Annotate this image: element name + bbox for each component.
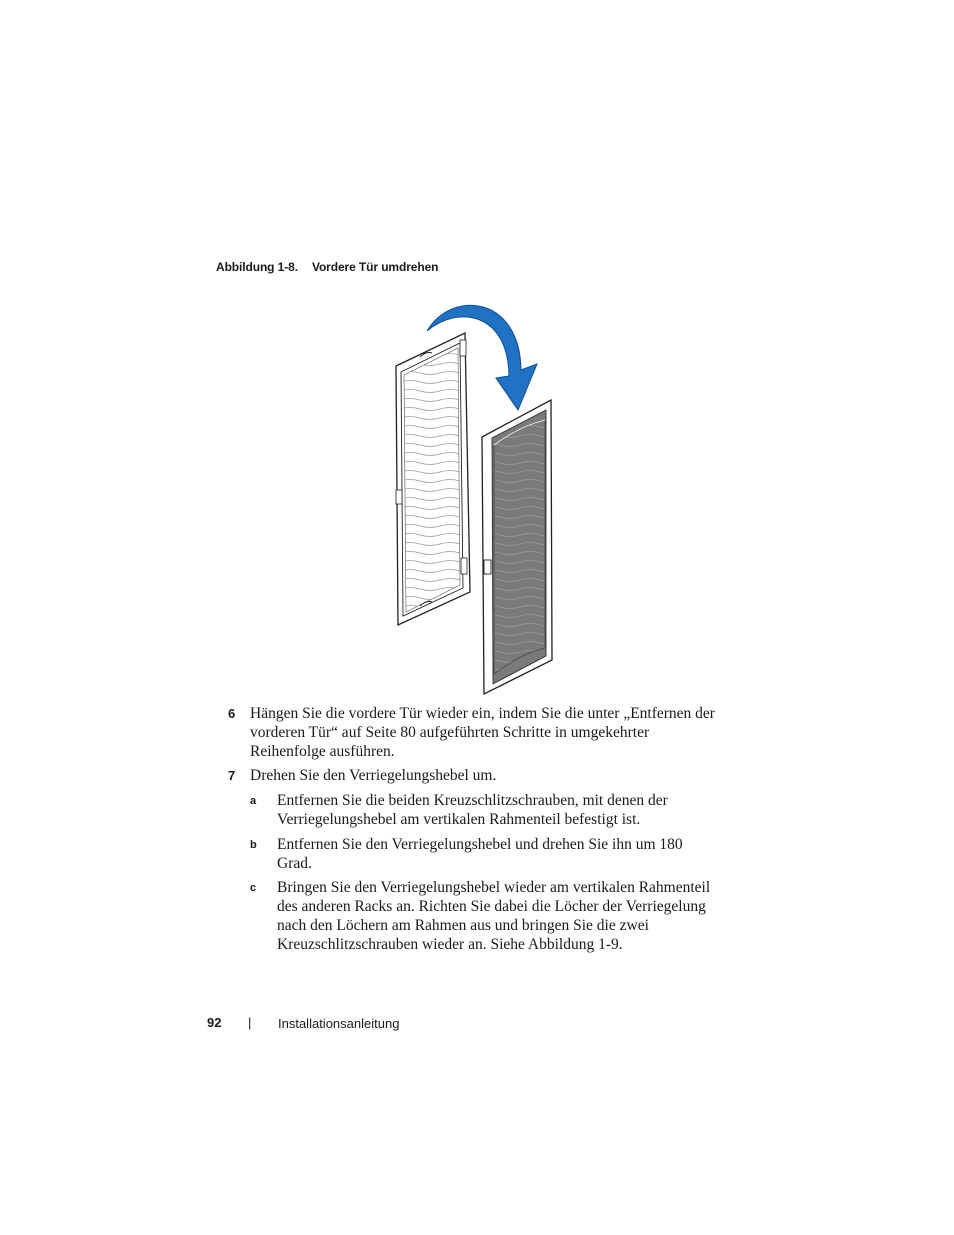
figure-label: Abbildung 1-8. [216,260,298,274]
right-door-icon [482,400,552,694]
footer-separator: | [248,1015,252,1030]
substep-c [250,878,720,954]
substep-b [250,835,720,873]
step-7 [228,766,728,785]
substep-a [250,791,720,829]
step-text: Hängen Sie die vordere Tür wieder ein, indem Sie die unter „Entfernen der vorderen Tür“ auf Seite 80 aufgeführten Schritte in umgekehrter Reihenfolge ausführen. [250,705,715,760]
step-6 [228,704,728,761]
document-title: Installationsanleitung [278,1016,400,1031]
substep-letter: b [250,839,257,851]
door-flip-illustration [390,296,560,703]
step-number: 7 [228,768,236,783]
substep-text: Entfernen Sie den Verriegelungshebel und drehen Sie ihn um 180 Grad. [277,836,683,872]
substep-text: Entfernen Sie die beiden Kreuzschlitzschrauben, mit denen der Verriegelungshebel am vertikalen Rahmenteil befestigt ist. [277,792,668,828]
page-number: 92 [207,1015,222,1030]
figure-title: Vordere Tür umdrehen [311,260,439,274]
substep-letter: a [250,795,257,807]
substep-text: Bringen Sie den Verriegelungshebel wieder am vertikalen Rahmenteil des anderen Racks an. Richten Sie dabei die Löcher der Verriegelung nach den Löchern am Rahmen aus und bringen Sie die zwei Kreuzschlitzschrauben wieder an. Siehe Abbildung 1-9. [277,879,711,953]
step-number: 6 [228,706,236,721]
figure-caption [216,260,438,274]
step-text: Drehen Sie den Verriegelungshebel um. [250,767,497,784]
substep-letter: c [250,882,257,894]
left-door-icon [396,333,470,625]
